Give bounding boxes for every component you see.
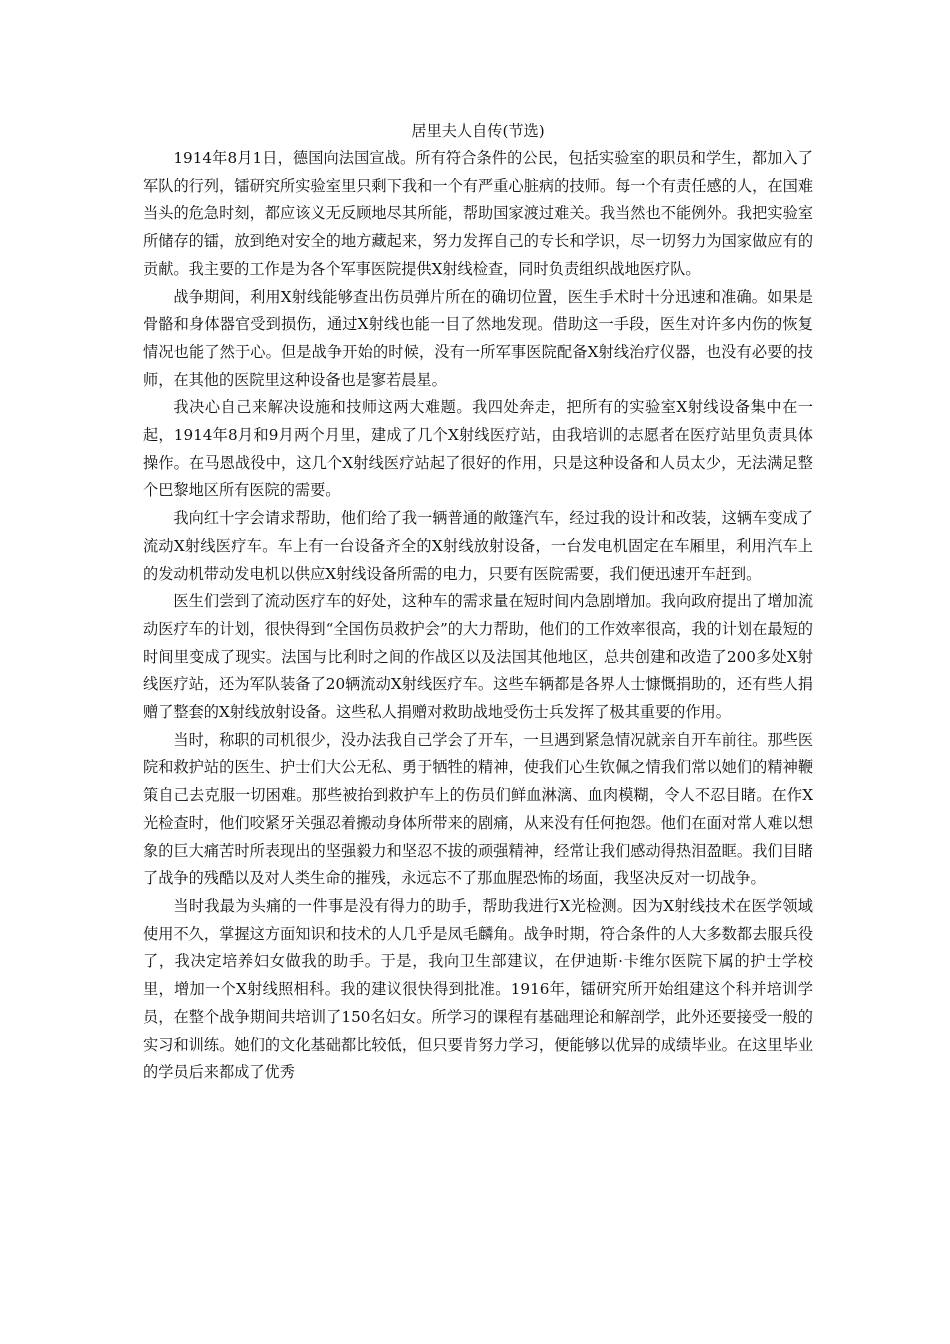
paragraph-5: 医生们尝到了流动医疗车的好处，这种车的需求量在短时间内急剧增加。我向政府提出了增加流动医疗车的计划，很快得到“全国伤员救护会”的大力帮助，他们的工作效率很高，我的计划在最短的时间里变成了现实。法国与比利时之间的作战区以及法国其他地区，总共创建和改造了200多处X射线医疗站，还为军队装备了20辆流动X射线医疗车。这些车辆都是各界人士慷慨捐助的，还有些人捐赠了整套的X射线放射设备。这些私人捐赠对救助战地受伤士兵发挥了极其重要的作用。 bbox=[143, 592, 813, 722]
document-title: 居里夫人自传(节选) bbox=[411, 122, 545, 140]
paragraph-4: 我向红十字会请求帮助，他们给了我一辆普通的敞篷汽车，经过我的设计和改装，这辆车变成了流动X射线医疗车。车上有一台设备齐全的X射线放射设备，一台发电机固定在车厢里，利用汽车上的发动机带动发电机以供应X射线设备所需的电力，只要有医院需要，我们便迅速开车赶到。 bbox=[143, 509, 813, 583]
document-page bbox=[143, 118, 813, 1087]
paragraph-3: 我决心自己来解决设施和技师这两大难题。我四处奔走，把所有的实验室X射线设备集中在一起，1914年8月和9月两个月里，建成了几个X射线医疗站，由我培训的志愿者在医疗站里负责具体操作。在马恩战役中，这几个X射线医疗站起了很好的作用，只是这种设备和人员太少，无法满足整个巴黎地区所有医院的需要。 bbox=[143, 398, 813, 500]
paragraph-1: 1914年8月1日，德国向法国宣战。所有符合条件的公民，包括实验室的职员和学生，都加入了军队的行列，镭研究所实验室里只剩下我和一个有严重心脏病的技师。每一个有责任感的人，在国难当头的危急时刻，都应该义无反顾地尽其所能，帮助国家渡过难关。我当然也不能例外。我把实验室所储存的镭，放到绝对安全的地方藏起来，努力发挥自己的专长和学识，尽一切努力为国家做应有的贡献。我主要的工作是为各个军事医院提供X射线检查，同时负责组织战地医疗队。 bbox=[143, 149, 813, 278]
paragraph-7: 当时我最为头痛的一件事是没有得力的助手，帮助我进行X光检测。因为X射线技术在医学领域使用不久，掌握这方面知识和技术的人几乎是凤毛麟角。战争时期，符合条件的人大多数都去服兵役了，我决定培养妇女做我的助手。于是，我向卫生部建议，在伊迪斯·卡维尔医院下属的护士学校里，增加一个X射线照相科。我的建议很快得到批准。1916年，镭研究所开始组建这个科并培训学员，在整个战争期间共培训了150名妇女。所学习的课程有基础理论和解剖学，此外还要接受一般的实习和训练。她们的文化基础都比较低，但只要肯努力学习，便能够以优异的成绩毕业。在这里毕业的学员后来都成了优秀 bbox=[143, 896, 813, 1082]
paragraph-6: 当时，称职的司机很少，没办法我自己学会了开车，一旦遇到紧急情况就亲自开车前往。那些医院和救护站的医生、护士们大公无私、勇于牺牲的精神，使我们心生钦佩之情我们常以她们的精神鞭策自己去克服一切困难。那些被抬到救护车上的伤员们鲜血淋漓、血肉模糊，令人不忍目睹。在作X光检查时，他们咬紧牙关强忍着搬动身体所带来的剧痛，从来没有任何抱怨。他们在面对常人难以想象的巨大痛苦时所表现出的坚强毅力和坚忍不拔的顽强精神，经常让我们感动得热泪盈眶。我们目睹了战争的残酷以及对人类生命的摧残，永远忘不了那血腥恐怖的场面，我坚决反对一切战争。 bbox=[143, 730, 813, 888]
paragraph-2: 战争期间，利用X射线能够查出伤员弹片所在的确切位置，医生手术时十分迅速和准确。如果是骨骼和身体器官受到损伤，通过X射线也能一目了然地发现。借助这一手段，医生对许多内伤的恢复情况也能了然于心。但是战争开始的时候，没有一所军事医院配备X射线治疗仪器，也没有必要的技师，在其他的医院里这种设备也是寥若晨星。 bbox=[143, 287, 813, 389]
